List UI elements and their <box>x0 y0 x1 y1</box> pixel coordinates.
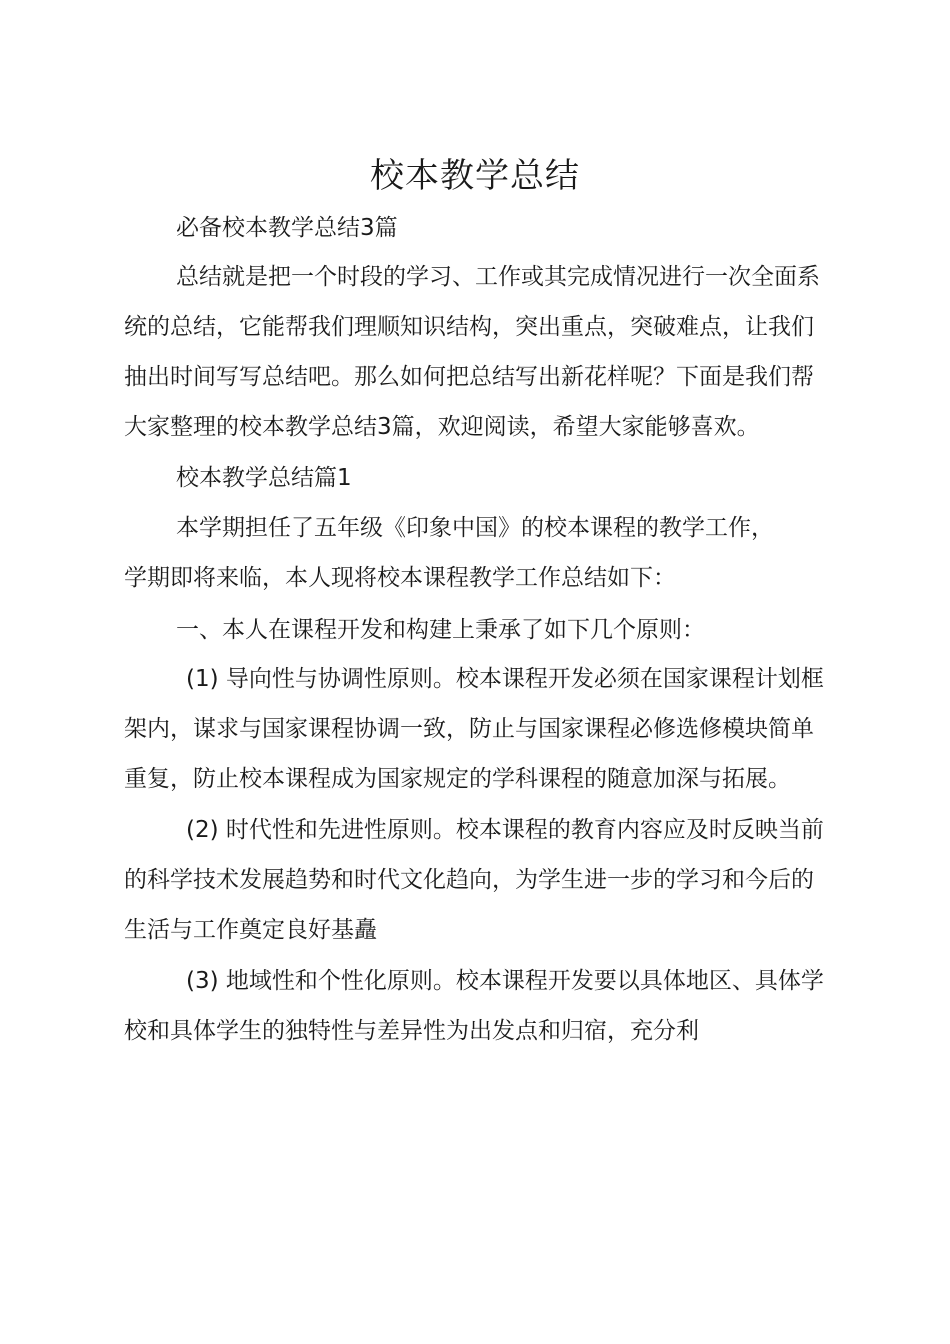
body-line-1: 本学期担任了五年级《印象中国》的校本课程的教学工作， <box>176 515 774 541</box>
intro-line-2: 统的总结，它能帮我们理顺知识结构，突出重点，突破难点，让我们 <box>124 314 814 340</box>
document-title: 校本教学总结 <box>370 156 580 196</box>
intro-line-4: 大家整理的校本教学总结3篇，欢迎阅读，希望大家能够喜欢。 <box>124 414 760 440</box>
body-line-2: 学期即将来临，本人现将校本课程教学工作总结如下： <box>124 565 676 591</box>
intro-line-3: 抽出时间写写总结吧。那么如何把总结写出新花样呢？下面是我们帮 <box>124 364 814 390</box>
subtitle-line: 必备校本教学总结3篇 <box>176 215 398 241</box>
principles-heading: 一、本人在课程开发和构建上秉承了如下几个原则： <box>176 617 705 643</box>
principle-2-line-2: 的科学技术发展趋势和时代文化趋向，为学生进一步的学习和今后的 <box>124 867 814 893</box>
principle-2-line-1: (2) 时代性和先进性原则。校本课程的教育内容应及时反映当前 <box>186 817 824 843</box>
principle-1-line-1: (1) 导向性与协调性原则。校本课程开发必须在国家课程计划框 <box>186 666 824 692</box>
principle-3-line-1: (3) 地域性和个性化原则。校本课程开发要以具体地区、具体学 <box>186 968 824 994</box>
principle-1-line-2: 架内，谋求与国家课程协调一致，防止与国家课程必修选修模块简单 <box>124 716 814 742</box>
intro-line-1: 总结就是把一个时段的学习、工作或其完成情况进行一次全面系 <box>176 264 820 290</box>
principle-3-line-2: 校和具体学生的独特性与差异性为出发点和归宿，充分利 <box>124 1018 699 1044</box>
section-heading: 校本教学总结篇1 <box>176 465 352 491</box>
principle-2-line-3: 生活与工作奠定良好基矗 <box>124 917 377 943</box>
principle-1-line-3: 重复，防止校本课程成为国家规定的学科课程的随意加深与拓展。 <box>124 766 791 792</box>
